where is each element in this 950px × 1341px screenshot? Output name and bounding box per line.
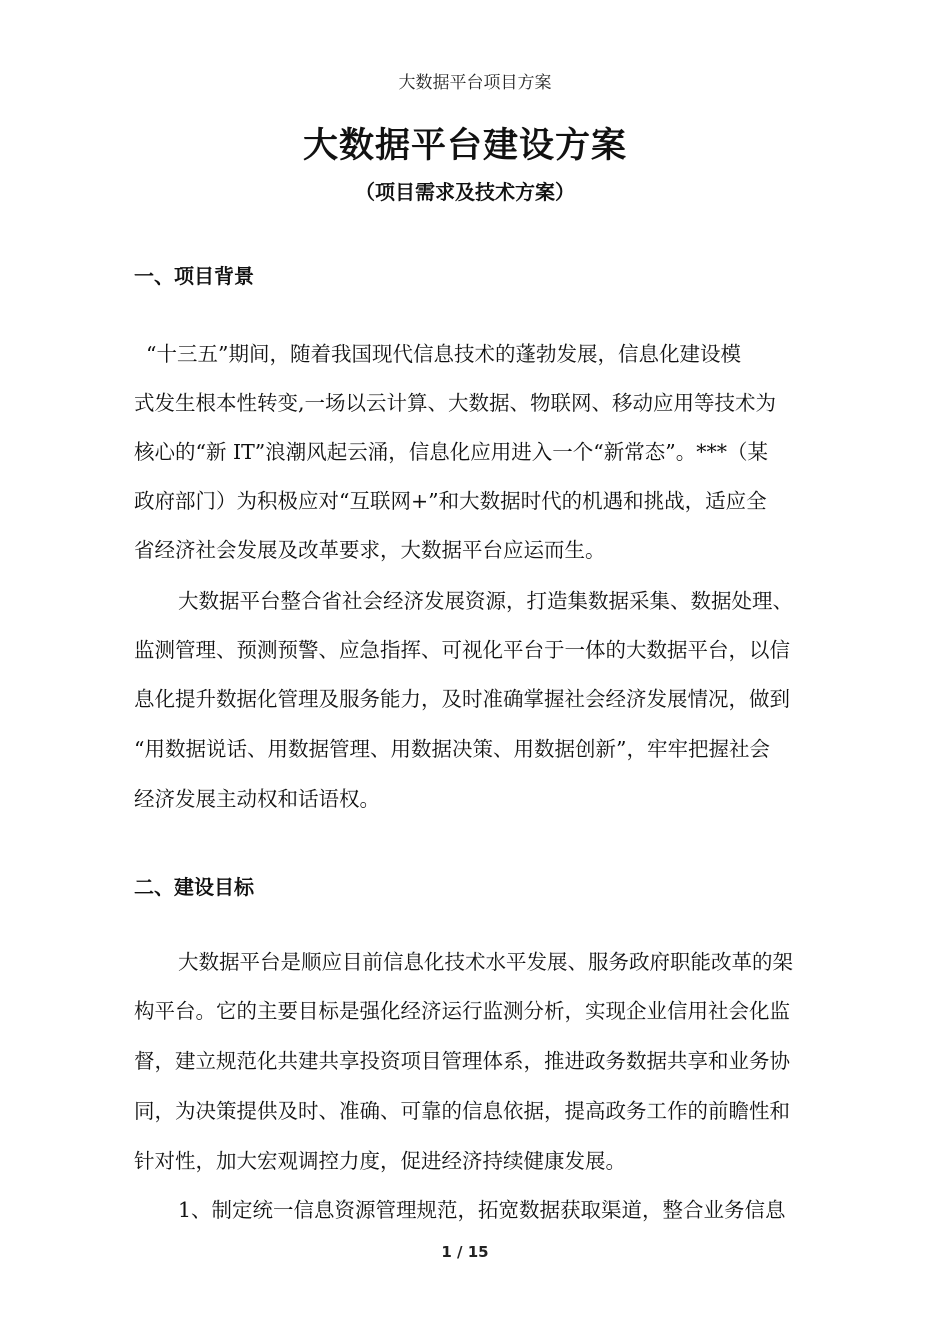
paragraph-line: 构平台。它的主要目标是强化经济运行监测分析，实现企业信用社会化监 bbox=[134, 999, 790, 1023]
paragraph-line: 监测管理、预测预警、应急指挥、可视化平台于一体的大数据平台，以信 bbox=[134, 638, 790, 662]
document-subtitle: （项目需求及技术方案） bbox=[355, 180, 575, 204]
paragraph-line: 大数据平台整合省社会经济发展资源，打造集数据采集、数据处理、 bbox=[178, 589, 793, 613]
paragraph-line: 省经济社会发展及改革要求，大数据平台应运而生。 bbox=[134, 538, 606, 562]
paragraph-line: 式发生根本性转变,一场以云计算、大数据、物联网、移动应用等技术为 bbox=[134, 391, 777, 415]
paragraph-line: 核心的“新 IT”浪潮风起云涌，信息化应用进入一个“新常态”。***（某 bbox=[134, 440, 768, 464]
paragraph-line: 经济发展主动权和话语权。 bbox=[134, 787, 380, 811]
paragraph-line: “用数据说话、用数据管理、用数据决策、用数据创新”，牢牢把握社会 bbox=[134, 737, 770, 761]
paragraph-line: 1、制定统一信息资源管理规范，拓宽数据获取渠道，整合业务信息 bbox=[178, 1198, 786, 1222]
running-header: 大数据平台项目方案 bbox=[398, 73, 552, 93]
paragraph-line: 大数据平台是顺应目前信息化技术水平发展、服务政府职能改革的架 bbox=[178, 950, 793, 974]
paragraph-line: 督，建立规范化共建共享投资项目管理体系，推进政务数据共享和业务协 bbox=[134, 1049, 790, 1073]
document-title: 大数据平台建设方案 bbox=[302, 126, 627, 166]
section-heading-background: 一、项目背景 bbox=[134, 264, 254, 288]
section-heading-goals: 二、建设目标 bbox=[134, 875, 254, 899]
paragraph-line: 政府部门）为积极应对“互联网+”和大数据时代的机遇和挑战，适应全 bbox=[134, 489, 767, 513]
paragraph-line: 针对性，加大宏观调控力度，促进经济持续健康发展。 bbox=[134, 1149, 626, 1173]
paragraph-line: “十三五”期间，随着我国现代信息技术的蓬勃发展，信息化建设模 bbox=[146, 342, 741, 366]
paragraph-line: 同，为决策提供及时、准确、可靠的信息依据，提高政务工作的前瞻性和 bbox=[134, 1099, 790, 1123]
paragraph-line: 息化提升数据化管理及服务能力，及时准确掌握社会经济发展情况，做到 bbox=[134, 687, 790, 711]
page-number: 1 / 15 bbox=[441, 1243, 489, 1261]
